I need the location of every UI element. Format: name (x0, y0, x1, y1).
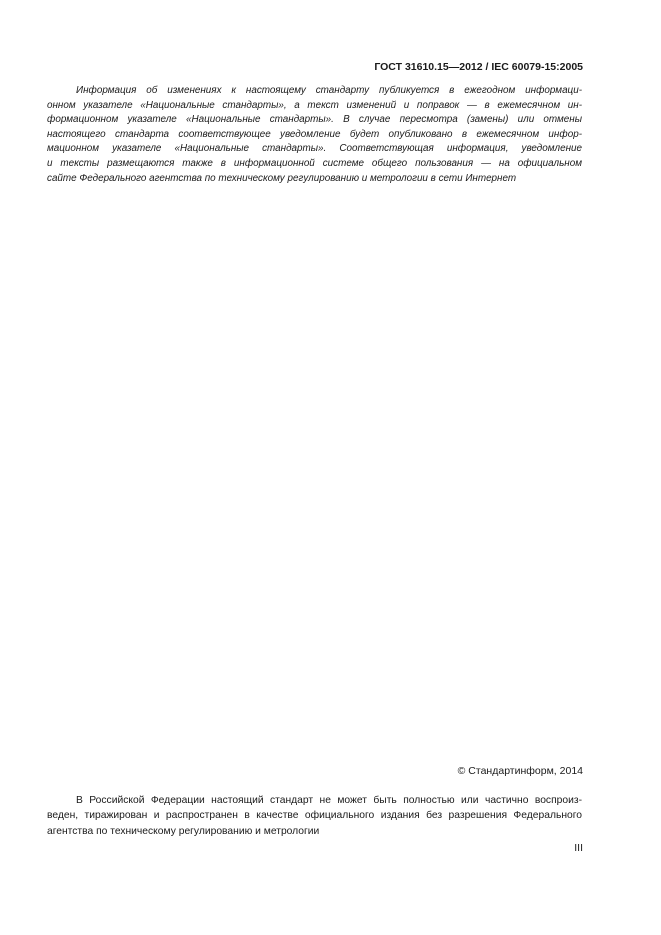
rights-paragraph (47, 793, 582, 839)
info-paragraph (47, 84, 582, 186)
info-line: настоящего стандарта соответствующее уведомление будет опубликовано в ежемесячном инфор- (47, 128, 582, 140)
rights-line: веден, тиражирован и распространен в качестве официального издания без разрешения Федерального (47, 810, 582, 822)
info-line: формационном указателе «Национальные стандарты». В случае пересмотра (замены) или отмены (47, 114, 582, 126)
info-line: и тексты размещаются также в информационной системе общего пользования — на официальном (47, 157, 582, 169)
rights-line: В Российской Федерации настоящий стандарт не может быть полностью или частично воспроиз- (76, 795, 582, 806)
info-line: онном указателе «Национальные стандарты», а текст изменений и поправок — в ежемесячном ин- (47, 99, 582, 111)
page-number: III (574, 842, 583, 854)
rights-line: агентства по техническому регулированию и метрологии (47, 825, 320, 837)
standard-designation-header: ГОСТ 31610.15—2012 / IEC 60079-15:2005 (374, 61, 583, 73)
info-line: Информация об изменениях к настоящему стандарту публикуется в ежегодном информаци- (76, 85, 582, 96)
info-line: сайте Федерального агентства по техническому регулированию и метрологии в сети Интернет (47, 172, 517, 184)
copyright-notice: © Стандартинформ, 2014 (457, 765, 583, 777)
info-line: мационном указателе «Национальные стандарты». Соответствующая информация, уведомление (47, 143, 582, 155)
